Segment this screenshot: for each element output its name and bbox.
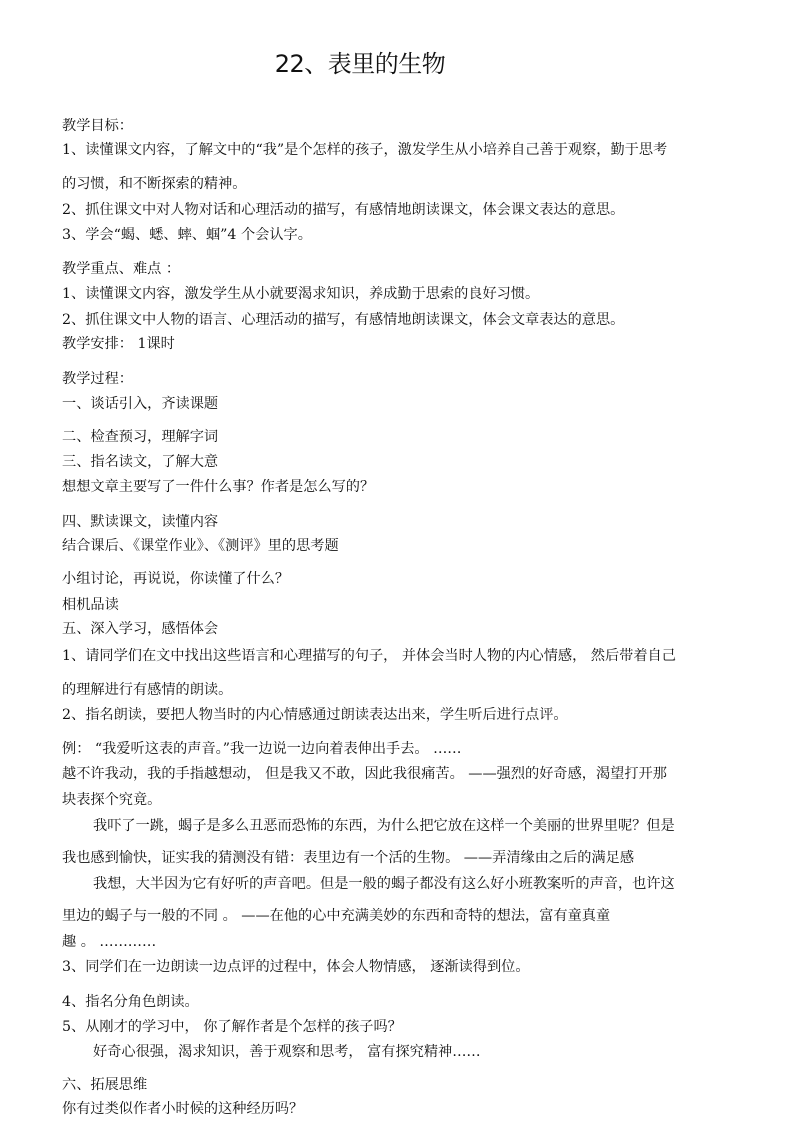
- example-line-1: 越不许我动，我的手指越想动， 但是我又不敢，因此我很痛苦。 ——强烈的好奇感，渴望打开那: [62, 766, 667, 782]
- step-4: 四、默读课文，读懂内容: [62, 514, 219, 530]
- step-5-item-1-continued: 的理解进行有感情的朗读。: [62, 682, 233, 698]
- objective-1: 1、读懂课文内容，了解文中的“我”是个怎样的孩子，激发学生从小培养自己善于观察，勤于思考: [62, 142, 668, 158]
- step-2: 二、检查预习，理解字词: [62, 429, 219, 445]
- step-5-item-3: 3、同学们在一边朗读一边点评的过程中，体会人物情感， 逐渐读得到位。: [62, 959, 530, 975]
- section-heading-objectives: 教学目标：: [62, 118, 133, 134]
- key-point-1: 1、读懂课文内容，激发学生从小就要渴求知识，养成勤于思索的良好习惯。: [62, 286, 540, 302]
- step-5: 五、深入学习，感悟体会: [62, 621, 219, 637]
- step-4-reading: 相机品读: [62, 597, 119, 613]
- example-line-3-end: 趣 。 …………: [62, 934, 157, 950]
- example-line-3-continued: 里边的蝎子与一般的不同 。 ——在他的心中充满美妙的东西和奇特的想法，富有童真童: [62, 908, 611, 924]
- step-4-discussion: 小组讨论，再说说，你读懂了什么？: [62, 571, 290, 587]
- step-6: 六、拓展思维: [62, 1077, 148, 1093]
- objective-3: 3、学会“蝎、蟋、蟀、蝈”4 个会认字。: [62, 227, 312, 243]
- example-intro: 例： “我爱听这表的声音。”我一边说一边向着表伸出手去。 ……: [62, 741, 462, 757]
- step-1: 一、谈话引入，齐读课题: [62, 396, 219, 412]
- example-line-1-continued: 块表探个究竟。: [62, 792, 162, 808]
- section-heading-key-points: 教学重点、难点 ：: [62, 261, 181, 277]
- example-line-2: 我吓了一跳，蝎子是多么丑恶而恐怖的东西，为什么把它放在这样一个美丽的世界里呢？但是: [93, 818, 675, 834]
- objective-2: 2、抓住课文中对人物对话和心理活动的描写，有感情地朗读课文，体会课文表达的意思。: [62, 202, 625, 218]
- step-5-item-4: 4、指名分角色朗读。: [62, 994, 199, 1010]
- step-5-item-5: 5、从刚才的学习中， 你了解作者是个怎样的孩子吗？: [62, 1019, 402, 1035]
- step-5-item-5-answer: 好奇心很强，渴求知识，善于观察和思考， 富有探究精神……: [93, 1044, 481, 1060]
- step-5-item-2: 2、指名朗读，要把人物当时的内心情感通过朗读表达出来，学生听后进行点评。: [62, 707, 568, 723]
- schedule: 教学安排： 1课时: [62, 336, 175, 352]
- step-3-question: 想想文章主要写了一件什么事？作者是怎么写的？: [62, 479, 375, 495]
- key-point-2: 2、抓住课文中人物的语言、心理活动的描写，有感情地朗读课文，体会文章表达的意思。: [62, 312, 625, 328]
- section-heading-process: 教学过程：: [62, 371, 133, 387]
- page-title: 22、表里的生物: [274, 50, 446, 78]
- step-5-item-1: 1、请同学们在文中找出这些语言和心理描写的句子， 并体会当时人物的内心情感， 然后带着自己: [62, 648, 676, 664]
- objective-1-continued: 的习惯，和不断探索的精神。: [62, 176, 247, 192]
- example-line-2-continued: 我也感到愉快，证实我的猜测没有错：表里边有一个活的生物。 ——弄清缘由之后的满足感: [62, 850, 635, 866]
- example-line-3: 我想，大半因为它有好听的声音吧。但是一般的蝎子都没有这么好小班教案听的声音，也许这: [93, 876, 675, 892]
- step-3: 三、指名读文，了解大意: [62, 454, 219, 470]
- step-4-detail: 结合课后、《课堂作业》、《测评》里的思考题: [62, 538, 339, 554]
- step-6-question: 你有过类似作者小时候的这种经历吗？: [62, 1101, 304, 1117]
